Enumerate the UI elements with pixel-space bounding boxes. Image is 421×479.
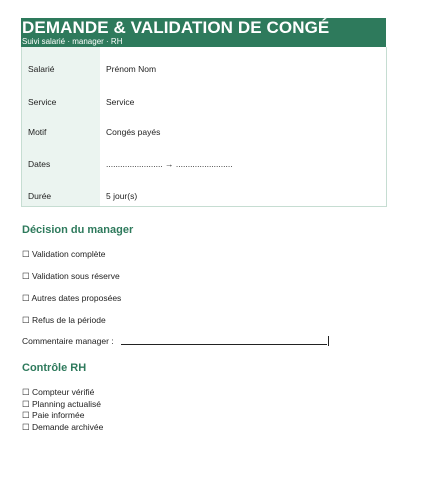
text-cursor	[328, 336, 329, 346]
manager-comment-field[interactable]	[121, 344, 327, 345]
row-label-motif: Motif	[28, 127, 47, 137]
rh-check-paie[interactable]: ☐ Paie informée	[22, 410, 85, 420]
rh-section-title: Contrôle RH	[22, 362, 87, 374]
row-label-service: Service	[28, 97, 57, 107]
decision-option-validation-reserve[interactable]: ☐ Validation sous réserve	[22, 271, 120, 281]
request-info-table	[21, 47, 387, 207]
form-header	[21, 18, 386, 47]
row-label-dates: Dates	[28, 159, 51, 169]
decision-section-title: Décision du manager	[22, 224, 134, 236]
manager-comment-label: Commentaire manager :	[22, 336, 114, 346]
row-value-dates[interactable]: ........................ → ........................	[106, 159, 233, 169]
decision-option-refus[interactable]: ☐ Refus de la période	[22, 315, 106, 325]
row-value-duree[interactable]: 5 jour(s)	[106, 191, 138, 201]
decision-option-validation-complete[interactable]: ☐ Validation complète	[22, 249, 106, 259]
rh-check-planning[interactable]: ☐ Planning actualisé	[22, 399, 101, 409]
form-subtitle: Suivi salarié · manager · RH	[22, 37, 123, 46]
row-value-service[interactable]: Service	[106, 97, 135, 107]
row-label-salarie: Salarié	[28, 64, 55, 74]
decision-option-autres-dates[interactable]: ☐ Autres dates proposées	[22, 293, 122, 303]
rh-check-compteur[interactable]: ☐ Compteur vérifié	[22, 387, 95, 397]
rh-check-archivee[interactable]: ☐ Demande archivée	[22, 422, 104, 432]
form-title: DEMANDE & VALIDATION DE CONGÉ	[22, 18, 330, 37]
row-label-duree: Durée	[28, 191, 52, 201]
row-value-salarie[interactable]: Prénom Nom	[106, 64, 157, 74]
row-value-motif[interactable]: Congés payés	[106, 127, 161, 137]
